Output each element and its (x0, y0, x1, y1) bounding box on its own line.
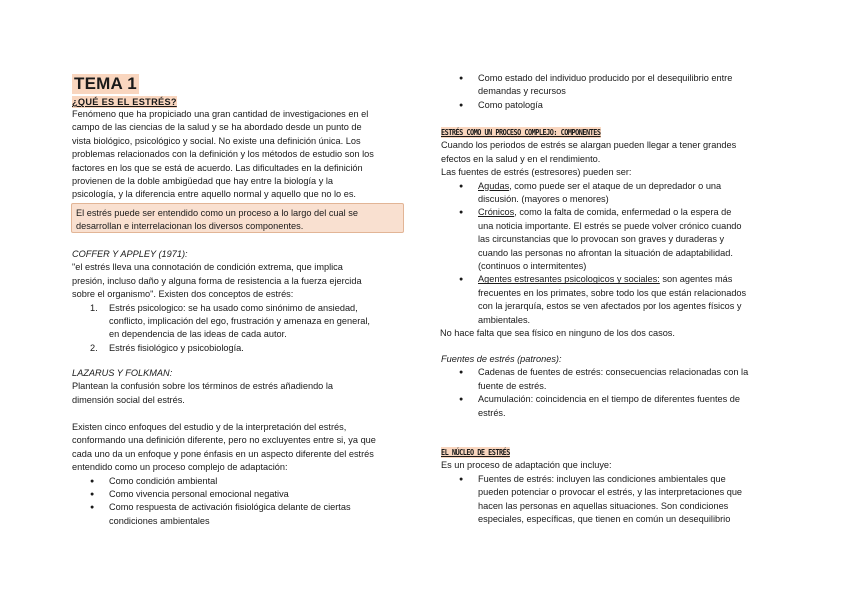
enfoques-section (72, 421, 412, 528)
list-number: 2. (90, 342, 98, 353)
patrones-list (441, 366, 775, 420)
text-line: cuando las personas no afrontan la situación de adaptabilidad. (478, 247, 733, 258)
list-item (72, 342, 412, 355)
text-line: Es un proceso de adaptación que incluye: (441, 460, 612, 471)
list-item (72, 488, 412, 501)
text-line: Existen cinco enfoques del estudio y de la interpretación del estrés, (72, 422, 347, 432)
text-line: vista biológico, psicológico y social. No existe una definición única. Los (72, 135, 361, 146)
text-line: entendido como un proceso complejo de adaptación: (72, 462, 288, 473)
highlight-box (71, 203, 404, 233)
text-line: con la jerarquía, estos se ven afectados por los agentes físicos y (478, 301, 742, 312)
text-line: conformando una definición diferente, pero no excluyentes entre si, ya que (72, 435, 376, 446)
nucleo-heading: EL NÚCLEO DE ESTRÉS (441, 448, 510, 457)
text-line: condiciones ambientales (109, 515, 210, 526)
coffer-heading: COFFER Y APPLEY (1971): (72, 249, 188, 259)
text-line: Estrés psicologico: se ha usado como sinónimo de ansiedad, (109, 302, 358, 313)
text-line: Estrés fisiológico y psicobiología. (109, 342, 244, 353)
term: Agudas (478, 180, 510, 191)
coffer-list (72, 302, 412, 356)
text-line: fuente de estrés. (478, 380, 547, 391)
text-line: ● Fuentes de estrés: incluyen las condiciones ambientales que (478, 473, 726, 484)
list-item (441, 72, 775, 99)
text-line: ● Como respuesta de activación fisiológica delante de ciertas (109, 502, 351, 513)
text-line: , como la falta de comida, enfermedad o la espera de (514, 207, 732, 218)
list-item (441, 393, 775, 420)
text-line: Cuando los periodos de estrés se alargan pueden llegar a tener grandes (441, 140, 737, 151)
top-list (441, 72, 775, 112)
text-line: demandas y recursos (478, 86, 566, 97)
term: Agentes estresantes psicologicos y sociales: (478, 274, 660, 285)
text-line: Plantean la confusión sobre los términos de estrés añadiendo la (72, 381, 333, 392)
list-item (441, 206, 775, 273)
text-line: presión, incluso daño y alguna forma de resistencia a la fuerza ejercida (72, 275, 362, 286)
text-line: una noticia importante. El estrés se puede volver crónico cuando (478, 220, 742, 231)
text-line: , como puede ser el ataque de un depredador o una (509, 180, 722, 191)
list-item (441, 273, 775, 327)
intro-paragraph (72, 108, 412, 202)
text-line: ● Como estado del individuo producido por el desequilibrio entre (478, 73, 733, 83)
list-number: 1. (90, 302, 98, 313)
text-line: pueden potenciar o provocar el estrés, y las interpretaciones que (478, 487, 743, 498)
text-line: problemas relacionados con la definición y los métodos de estudio son los (72, 149, 374, 160)
text-line: son agentes más (659, 274, 733, 285)
text-line: frecuentes en los primates, sobre todo los que están relacionados (478, 287, 747, 298)
list-item (72, 475, 412, 488)
fuentes-list (441, 180, 775, 327)
text-line: El estrés puede ser entendido como un proceso a lo largo del cual se (76, 208, 358, 218)
text-line: especiales, específicas, que tienen en común un desequilibrio (478, 514, 731, 525)
complejo-heading: ESTRÉS COMO UN PROCESO COMPLEJO: COMPONENTES (441, 128, 601, 137)
lazarus-heading: LAZARUS Y FOLKMAN: (72, 368, 173, 378)
text-line: ● Acumulación: coincidencia en el tiempo de diferentes fuentes de (478, 394, 741, 405)
patrones-section (441, 353, 775, 420)
text-line: psicología, y la diferencia entre aquello normal y aquello que no lo es. (72, 189, 356, 200)
list-item (441, 473, 775, 527)
text-line: efectos en la salud y en el rendimiento. (441, 153, 601, 164)
text-line: (continuos o intermitentes) (478, 261, 587, 272)
list-item (441, 99, 775, 112)
text-line: No hace falta que sea físico en ninguno de los dos casos. (440, 328, 675, 339)
text-line: estrés. (478, 407, 506, 418)
text-line: "el estrés lleva una connotación de condición extrema, que implica (72, 262, 343, 273)
text-line: desarrollan e interrelacionan los diversos componentes. (76, 220, 304, 231)
complejo-section (441, 126, 775, 340)
text-line: campo de las ciencias de la salud y se ha abordado desde un punto de (72, 122, 362, 133)
text-line: ● Cadenas de fuentes de estrés: consecuencias relacionadas con la (478, 367, 749, 378)
list-item (441, 366, 775, 393)
text-line: ambientales. (478, 314, 531, 325)
enfoques-list (72, 475, 412, 529)
list-item (72, 501, 412, 528)
text-line: hacen las personas en aquellas situaciones. Son condiciones (478, 500, 729, 511)
text-line: ● Como condición ambiental (109, 475, 218, 486)
list-item (441, 180, 775, 207)
text-line: las circunstancias que lo provocan son graves y duraderas y (478, 234, 725, 245)
nucleo-list (441, 473, 775, 527)
text-line: conflicto, implicación del ego, frustración y amenaza en general, (109, 316, 370, 327)
text-line: Las fuentes de estrés (estresores) pueden ser: (441, 167, 632, 178)
text-line: ● Como vivencia personal emocional negativa (109, 489, 289, 500)
text-line: factores en los que se está de acuerdo. Las dificultades en la definición (72, 162, 363, 173)
nucleo-section (441, 446, 775, 526)
list-item (72, 302, 412, 342)
text-line: dimensión social del estrés. (72, 394, 185, 405)
text-line: Fenómeno que ha propiciado una gran cantidad de investigaciones en el (72, 109, 369, 119)
section-subtitle: ¿QUÉ ES EL ESTRÉS? (72, 97, 177, 107)
text-line: discusión. (mayores o menores) (478, 194, 609, 205)
text-line: en dependencia de las ideas de cada autor. (109, 329, 287, 340)
lazarus-section (72, 367, 412, 407)
page-title: TEMA 1 (74, 74, 137, 93)
text-line: provienen de la doble ambigüedad que hay entre la biología y la (72, 176, 334, 187)
text-line: cada uno da un enfoque y pone énfasis en un aspecto diferente del estrés (72, 448, 374, 459)
text-line: ● Como patología (478, 99, 543, 110)
text-line: sobre el organismo". Existen dos conceptos de estrés: (72, 289, 294, 300)
coffer-section (72, 248, 412, 355)
term: Crónicos (478, 207, 515, 218)
patrones-heading: Fuentes de estrés (patrones): (441, 354, 562, 364)
